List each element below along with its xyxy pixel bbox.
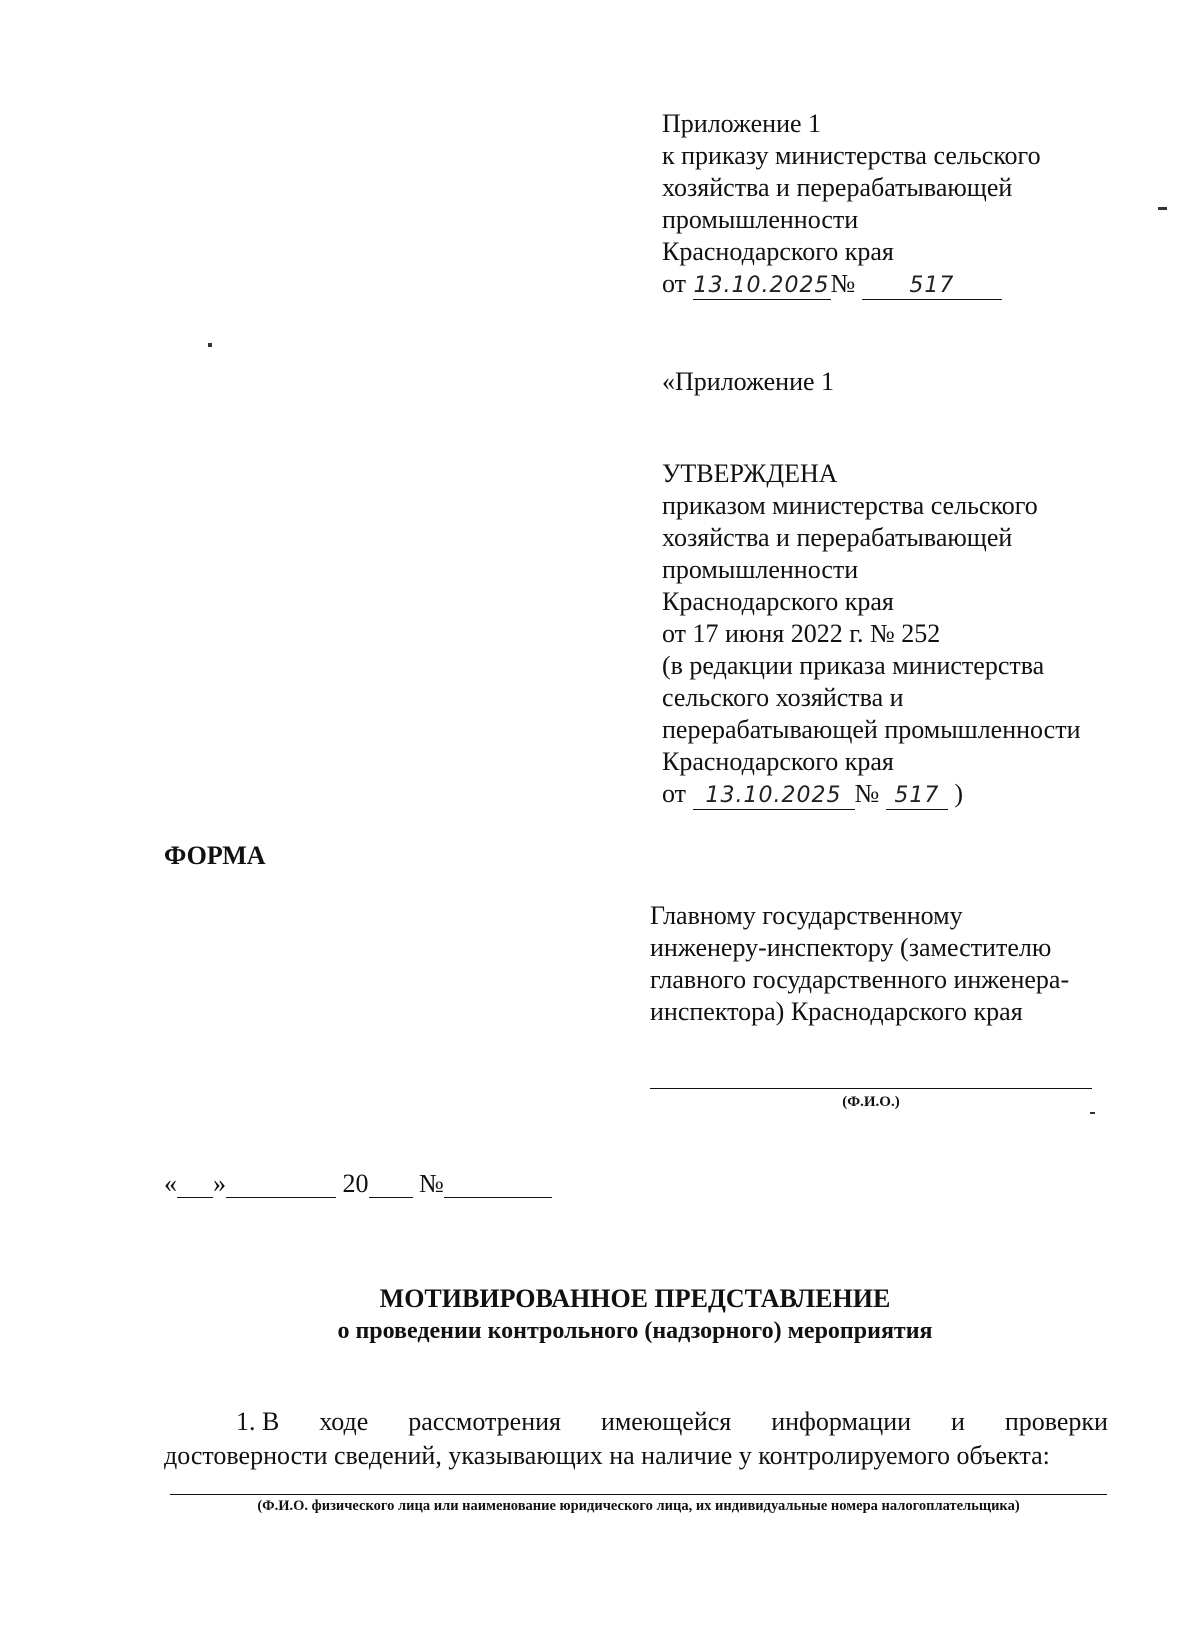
appendix-header-line: Приложение 1 xyxy=(662,109,822,138)
approved-title: УТВЕРЖДЕНА xyxy=(662,459,838,488)
paragraph-word: информации xyxy=(771,1407,912,1436)
object-caption: (Ф.И.О. физического лица или наименование юридического лица, их индивидуальные номера налогоплательщика) xyxy=(257,1498,1020,1514)
approved-line: Краснодарского края xyxy=(662,587,894,616)
year-blank xyxy=(369,1171,413,1198)
document-subtitle: о проведении контрольного (надзорного) мероприятия xyxy=(337,1318,933,1344)
close-quote: » xyxy=(213,1169,226,1198)
date-prefix: от xyxy=(662,269,687,298)
paragraph-word: проверки xyxy=(1004,1407,1108,1436)
fio-caption: (Ф.И.О.) xyxy=(842,1094,900,1110)
object-fill-line xyxy=(170,1494,1107,1495)
appendix-header-line: хозяйства и перерабатывающей xyxy=(662,173,1013,202)
paragraph-word: имеющейся xyxy=(600,1407,732,1436)
date-number-line xyxy=(164,1168,552,1200)
handwritten-date: 13.10.2025 xyxy=(693,783,855,810)
approved-line: (в редакции приказа министерства xyxy=(662,651,1045,680)
approved-date-row xyxy=(662,778,1081,810)
addressee-block xyxy=(650,900,1069,1028)
paragraph-word: рассмотрения xyxy=(408,1407,561,1436)
appendix-header xyxy=(662,108,1041,300)
form-label: ФОРМА xyxy=(164,841,266,870)
quoted-appendix: «Приложение 1 xyxy=(662,367,835,396)
paragraph-word: и xyxy=(950,1407,965,1436)
appendix-header-line: Краснодарского края xyxy=(662,237,894,266)
approved-line: сельского хозяйства и xyxy=(662,683,904,712)
approved-line: промышленности xyxy=(662,555,859,584)
document-title: МОТИВИРОВАННОЕ ПРЕДСТАВЛЕНИЕ xyxy=(379,1284,891,1313)
year-prefix: 20 xyxy=(342,1169,369,1198)
date-prefix: от xyxy=(662,779,687,808)
addressee-line: Главному государственному xyxy=(650,901,963,930)
appendix-header-line: промышленности xyxy=(662,205,859,234)
approved-line: перерабатывающей промышленности xyxy=(662,715,1081,744)
addressee-line: инженеру-инспектору (заместителю xyxy=(650,933,1052,962)
appendix-header-date-row xyxy=(662,268,1041,300)
handwritten-number: 517 xyxy=(886,783,948,810)
paragraph-word: ходе xyxy=(319,1407,369,1436)
approved-line: хозяйства и перерабатывающей xyxy=(662,523,1013,552)
number-label: № xyxy=(419,1169,444,1198)
number-blank xyxy=(444,1171,552,1198)
paragraph-word: 1. В xyxy=(236,1407,280,1436)
number-label: № xyxy=(854,779,880,808)
handwritten-number: 517 xyxy=(862,273,1002,300)
month-blank xyxy=(226,1171,336,1198)
scan-speck xyxy=(208,343,212,347)
appendix-header-line: к приказу министерства сельского xyxy=(662,141,1041,170)
number-label: № xyxy=(830,269,856,298)
addressee-line: главного государственного инженера- xyxy=(650,965,1070,994)
paragraph-1-line-1 xyxy=(236,1406,1108,1438)
open-quote: « xyxy=(164,1169,177,1198)
approved-line: от 17 июня 2022 г. № 252 xyxy=(662,619,941,648)
day-blank xyxy=(177,1171,213,1198)
approved-line: Краснодарского края xyxy=(662,747,894,776)
approved-line: приказом министерства сельского xyxy=(662,491,1038,520)
approved-block xyxy=(662,458,1081,810)
handwritten-date: 13.10.2025 xyxy=(693,273,830,298)
scan-speck xyxy=(1090,1112,1095,1114)
closing-paren: ) xyxy=(954,779,964,808)
fio-line xyxy=(650,1088,1092,1089)
paragraph-1-line-2: достоверности сведений, указывающих на наличие у контролируемого объекта: xyxy=(164,1441,1050,1470)
scan-speck xyxy=(1158,207,1167,210)
addressee-line: инспектора) Краснодарского края xyxy=(650,997,1023,1026)
